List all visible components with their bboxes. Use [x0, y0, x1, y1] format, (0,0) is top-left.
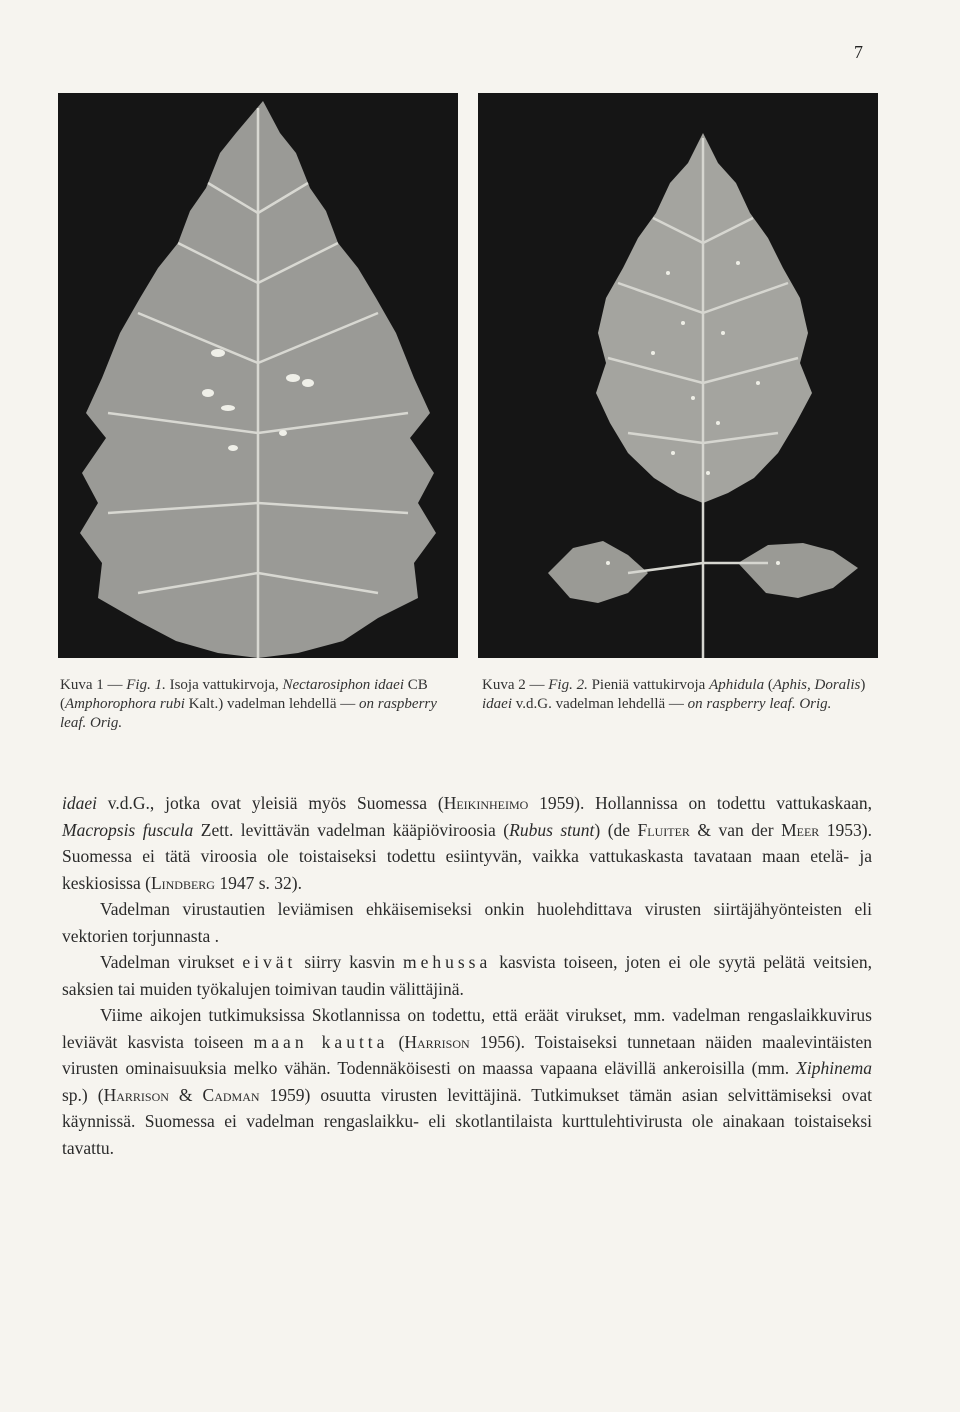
figure-1-caption: Kuva 1 — Fig. 1. Isoja vattukirvoja, Nectarosiphon idaei CB (Amphorophora rubi Kalt.) vadelman lehdellä — on raspberry leaf. Orig.	[60, 677, 437, 731]
paragraph-2: Vadelman virustautien leviämisen ehkäisemiseksi onkin huolehdittava virusten siirtäjähyönteisten eli vektorien torjunnasta .	[62, 899, 872, 946]
figure-1-photo	[58, 93, 458, 658]
page-number: 7	[854, 42, 863, 62]
paragraph-4: Viime aikojen tutkimuksissa Skotlannissa on todettu, että eräät virukset, mm. vadelman rengaslaikkuvirus leviävät kasvista toiseen maan kautta (Harrison 1956). Toistaiseksi tunnetaan näiden maalevintäisten virusten ominaisuuksia melko vähän. Todennäköisesti on maassa vapaana elävillä ankeroisilla (mm. Xiphinema sp.) (Harrison & Cadman 1959) osuutta virusten levittäjinä. Tutkimukset tämän asian selvittämiseksi ovat käynnissä. Suomessa ei vadelman rengaslaikku- eli skotlantilaista kurttulehtivirusta ole ainakaan toistaiseksi tavattu.	[62, 1005, 873, 1158]
leaflet-right	[738, 543, 858, 598]
figure-2-caption: Kuva 2 — Fig. 2. Pieniä vattukirvoja Aphidula (Aphis, Doralis) idaei v.d.G. vadelman lehdellä — on raspberry leaf. Orig.	[482, 677, 866, 712]
paragraph-1: idaei v.d.G., jotka ovat yleisiä myös Suomessa (Heikinheimo 1959). Hollannissa on todettu vattukaskaan, Macropsis fuscula Zett. levittävän vadelman kääpiöviroosia (Rubus stunt) (de Fluiter & van der Meer 1953). Suomessa ei tätä viroosia ole toistaiseksi todettu esiintyvän, vaikka vattukaskasta tavataan maan etelä- ja keskiosissa (Lindberg 1947 s. 32).	[62, 793, 872, 893]
body-text	[62, 790, 872, 1161]
figure-2-photo	[478, 93, 878, 658]
paragraph-3: Vadelman virukset eivät siirry kasvin mehussa kasvista toiseen, joten ei ole syytä pelätä veitsien, saksien tai muiden työkalujen toimivan taudin välittäjinä.	[62, 952, 872, 999]
